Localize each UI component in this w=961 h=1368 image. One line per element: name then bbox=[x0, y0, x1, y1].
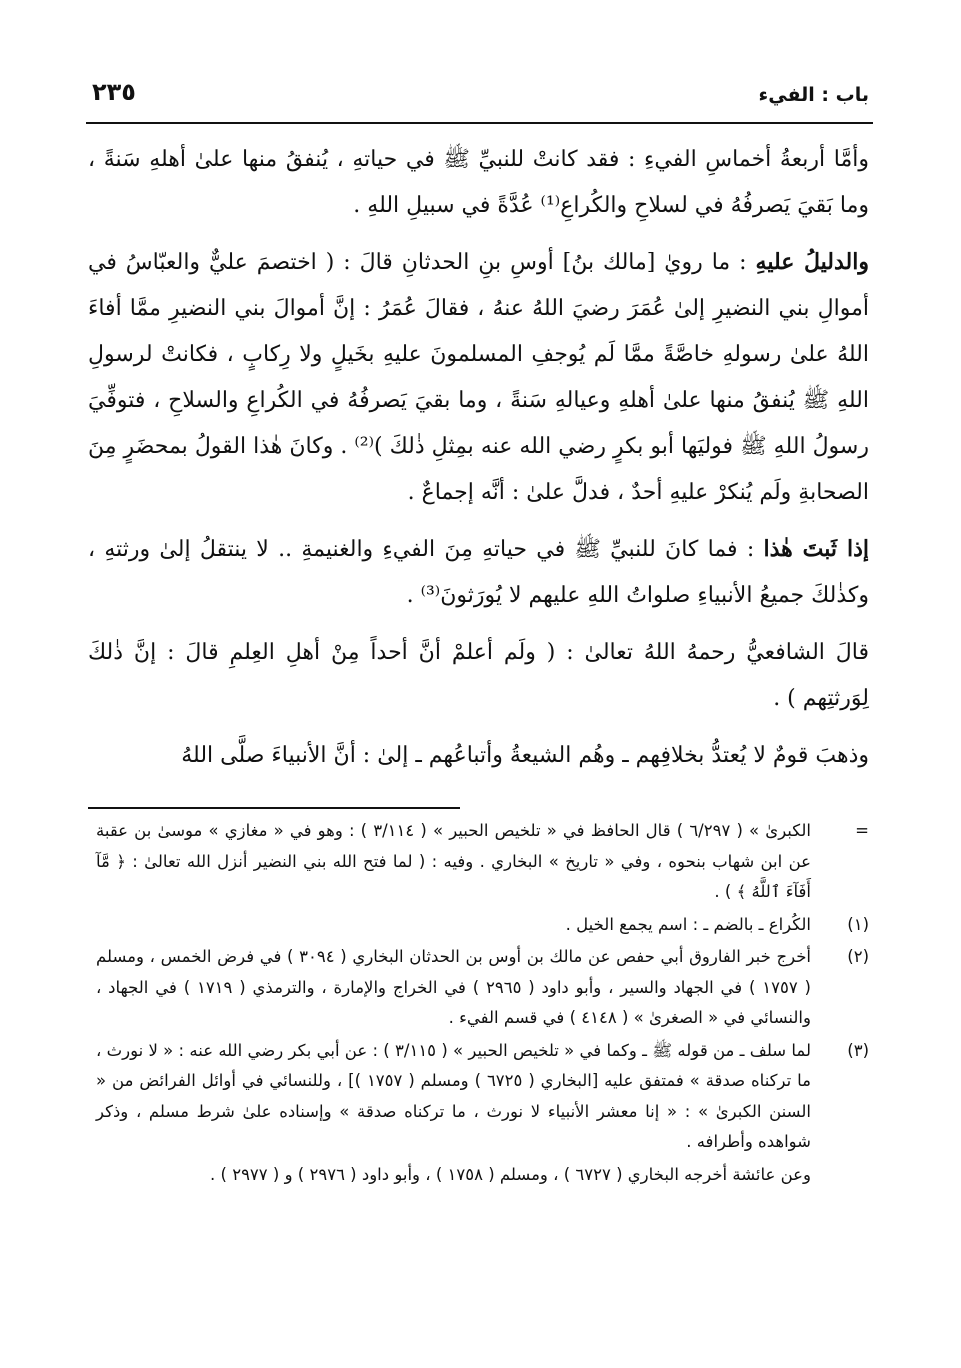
footnote-marker: (٣) bbox=[847, 1040, 869, 1060]
page-header bbox=[88, 78, 869, 114]
paragraph-text: قالَ الشافعيُّ رحمهُ اللهُ تعالىٰ : ( ولَم أعلمْ أنَّ أحداً مِنْ أهلِ العِلمِ قالَ : إنَّ ذٰلكَ لِوَرثتِهم ) . bbox=[88, 640, 869, 711]
footnote-marker: (١) bbox=[847, 914, 869, 934]
chapter-title: باب : الفيء bbox=[758, 84, 869, 106]
paragraph-text: : ما رويٰ [مالك بنُ] أوسِ بنِ الحدثانِ قالَ : ( اختصمَ عليٌّ والعبّاسُ في أموالِ بني النضيرِ إلىٰ عُمَرَ رضيَ اللهُ عنهُ ، فقالَ عُمَرُ : إنَّ أموالَ بني النضيرِ ممَّا أفاءَ اللهُ علىٰ رسولهِ خاصَّةً ممَّا لَم يُوجفِ المسلمونَ عليهِ بخَيلٍ ولا رِكابٍ ، فكانتْ لرسولِ اللهِ ﷺ يُنفقُ منها علىٰ أهلهِ وعيالهِ سَنةً ، وما بقيَ يَصرفُهُ في الكُراعِ والسلاحِ ، فتوفِّيَ رسولُ اللهِ ﷺ فوليَها أبو بكرٍ رضي الله عنه بمِثلِ ذٰلكَ )⁽²⁾ . وكانَ هٰذا القولُ بمحضَرٍ مِنَ الصحابةِ ولَم يُنكرْ عليهِ أحدٌ ، فدلَّ علىٰ : أنَّه إجماعٌ . bbox=[88, 250, 869, 505]
footnote bbox=[96, 910, 869, 941]
main-text bbox=[88, 136, 869, 789]
paragraph bbox=[88, 526, 869, 619]
page-number: ٢٣٥ bbox=[92, 78, 136, 106]
footnotes bbox=[96, 816, 869, 1190]
paragraph bbox=[88, 239, 869, 516]
footnote bbox=[96, 942, 869, 1034]
footnote-text: الكبرىٰ » ( ٦/٢٩٧ ) قال الحافظ في « تلخيص الحبير » ( ٣/١١٤ ) : وهو في « مغازي » موسىٰ بن عقبة عن ابن شهاب بنحوه ، وفي « تاريخ » البخاري . وفيه : ( لما فتح الله بني النضير أنزل الله تعالىٰ : ﴿ مَّآ أَفَآءَ ٱللَّهُ ﴾ ) . bbox=[96, 821, 811, 901]
paragraph-text: وأمَّا أربعةُ أخماسِ الفيءِ : فقد كانتْ للنبيِّ ﷺ في حياتهِ ، يُنفقُ منها علىٰ أهلهِ سَنةً ، وما بَقيَ يَصرفُهُ في لسلاحِ والكُراعِ⁽¹⁾ عُدَّةً في سبيلِ اللهِ . bbox=[88, 147, 869, 218]
footnote-text: أخرج خبر الفاروق أبي حفص عن مالك بن أوس بن الحدثان البخاري ( ٣٠٩٤ ) في فرض الخمس ، ومسلم ( ١٧٥٧ ) في الجهاد والسير ، وأبو داود ( ٢٩٦٥ ) في الخراج والإمارة ، والترمذي ( ١٧١٩ ) في الجهاد ، والنسائي في « الصغرىٰ » ( ٤١٤٨ ) في قسم الفيء . bbox=[96, 947, 812, 1027]
paragraph-lead: والدليلُ عليهِ bbox=[755, 249, 869, 275]
paragraph bbox=[88, 136, 869, 229]
footnote-text: الكُراع ـ بالضم ـ : اسم يجمع الخيل . bbox=[565, 914, 811, 934]
footnote-continuation: وعن عائشة أخرجه البخاري ( ٦٧٢٧ ) ، ومسلم ( ١٧٥٨ ) ، وأبو داود ( ٢٩٧٦ ) و ( ٢٩٧٧ ) . bbox=[210, 1164, 811, 1184]
footnote bbox=[96, 816, 869, 908]
footnote bbox=[96, 1036, 869, 1158]
footnote-divider bbox=[88, 807, 460, 809]
footnote-text: لما سلف ـ من قوله ﷺ ـ وكما في « تلخيص الحبير » ( ٣/١١٥ ) : عن أبي بكر رضي الله عنه : « لا نورث ، ما تركناه صدقة » فمتفق عليه [البخاري ( ٦٧٢٥ ) ومسلم ( ١٧٥٧ )] ، وللنسائي في أوائل الفرائض من « السنن الكبرىٰ » : « إنا معشر الأنبياء لا نورث ، ما تركناه صدقة » وإسناده علىٰ شرط مسلم ، وذكر شواهده وأطرافه . bbox=[96, 1040, 812, 1151]
paragraph bbox=[88, 732, 869, 779]
paragraph bbox=[88, 629, 869, 722]
footnote-marker: = bbox=[855, 821, 869, 840]
paragraph-text: وذهبَ قومٌ لا يُعتدُّ بخلافِهم ـ وهُم الشيعةُ وأتباعُهم ـ إلىٰ : أنَّ الأنبياءَ صلَّى اللهُ bbox=[181, 743, 869, 768]
header-divider bbox=[86, 122, 873, 124]
footnote-marker: (٢) bbox=[847, 947, 869, 966]
paragraph-text: : فما كانَ للنبيِّ ﷺ في حياتهِ مِنَ الفيءِ والغنيمةِ .. لا ينتقلُ إلىٰ ورثتهِ ، وكذٰلكَ جميعُ الأنبياءِ صلواتُ اللهِ عليهم لا يُورَثونَ⁽³⁾ . bbox=[88, 537, 869, 608]
paragraph-lead: إذا ثَبتَ هٰذا bbox=[763, 536, 869, 562]
